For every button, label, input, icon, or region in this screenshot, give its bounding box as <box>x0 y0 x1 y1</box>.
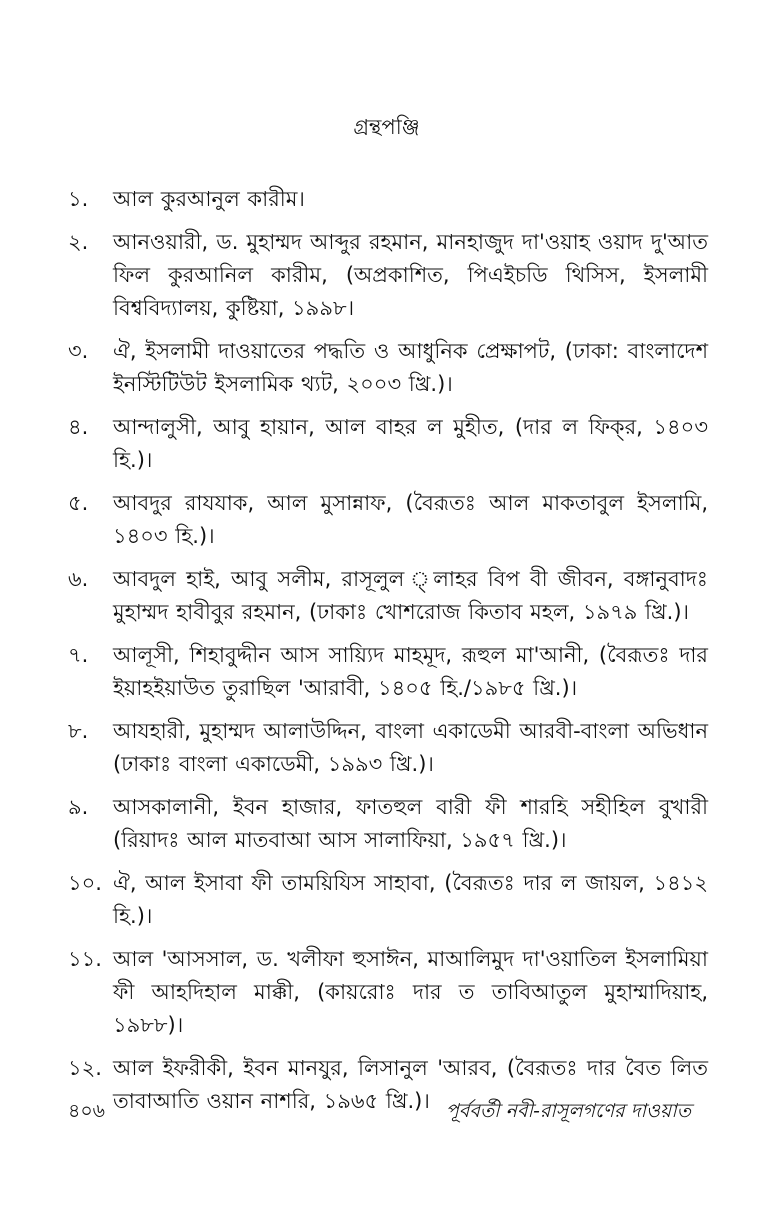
entry-text: আন্দালুসী, আবু হায়ান, আল বাহর ল মুহীত, (দার ল ফিক্‌র, ১৪০৩ হি.)। <box>113 415 708 472</box>
entry-number: ১. <box>68 187 89 211</box>
bibliography-entry <box>68 639 708 705</box>
bibliography-entry <box>68 411 708 477</box>
entry-text: আল কুরআনুল কারীম। <box>113 187 305 211</box>
entry-number: ৩. <box>68 339 89 363</box>
bibliography-entry <box>68 226 708 325</box>
entry-number: ৫. <box>68 491 89 515</box>
bibliography-entry <box>68 715 708 781</box>
entry-text: আযহারী, মুহাম্মদ আলাউদ্দিন, বাংলা একাডেমী আরবী-বাংলা অভিধান (ঢাকাঃ বাংলা একাডেমী, ১৯৯৩ খ্রি.)। <box>113 719 708 776</box>
entry-number: ১১. <box>68 947 102 971</box>
bibliography-list <box>68 183 708 1128</box>
entry-number: ৮. <box>68 719 89 743</box>
entry-text: ঐ, আল ইসাবা ফী তাময়িযিস সাহাবা, (বৈরূতঃ দার ল জায়ল, ১৪১২ হি.)। <box>113 871 708 928</box>
bibliography-entry <box>68 943 708 1042</box>
entry-text: আসকালানী, ইবন হাজার, ফাতহুল বারী ফী শারহি সহীহিল বুখারী (রিয়াদঃ আল মাতবাআ আস সালাফিয়া, ১৯৫৭ খ্রি.)। <box>113 795 708 852</box>
running-book-title: পূর্ববর্তী নবী-রাসূলগণের দাওয়াত <box>445 1100 691 1122</box>
bibliography-entry <box>68 563 708 629</box>
entry-number: ১০. <box>68 871 102 895</box>
bibliography-entry <box>68 487 708 553</box>
entry-text: আবদুর রাযযাক, আল মুসান্নাফ, (বৈরূতঃ আল মাকতাবুল ইসলামি, ১৪০৩ হি.)। <box>113 491 708 548</box>
entry-text: আলূসী, শিহাবুদ্দীন আস সায়্যিদ মাহমূদ, রূহুল মা'আনী, (বৈরূতঃ দার ইয়াহইয়াউত তুরাছিল 'আরাবী, ১৪০৫ হি./১৯৮৫ খ্রি.)। <box>113 643 708 700</box>
page-title: গ্রন্থপঞ্জি <box>353 115 420 139</box>
entry-number: ৭. <box>68 643 89 667</box>
entry-text: আবদুল হাই, আবু সলীম, রাসূলুল ্লাহর বিপ বী জীবন, বঙ্গানুবাদঃ মুহাম্মদ হাবীবুর রহমান, (ঢাকাঃ খোশরোজ কিতাব মহল, ১৯৭৯ খ্রি.)। <box>113 567 708 624</box>
bibliography-entry <box>68 867 708 933</box>
entry-text: আল ইফরীকী, ইবন মানযুর, লিসানুল 'আরব, (বৈরূতঃ দার বৈত লিত তাবাআতি ওয়ান নাশরি, ১৯৬৫ খ্রি.)। <box>113 1056 708 1113</box>
entry-text: আল 'আসসাল, ড. খলীফা হুসাঈন, মাআলিমুদ দা'ওয়াতিল ইসলামিয়া ফী আহদিহাল মাক্কী, (কায়রোঃ দার ত তাবিআতুল মুহাম্মাদিয়াহ, ১৯৮৮)। <box>113 947 708 1037</box>
bibliography-entry <box>68 183 708 216</box>
entry-text: ঐ, ইসলামী দাওয়াতের পদ্ধতি ও আধুনিক প্রেক্ষাপট, (ঢাকা: বাংলাদেশ ইনস্টিটিউট ইসলামিক থ্যট, ২০০৩ খ্রি.)। <box>113 339 708 396</box>
entry-text: আনওয়ারী, ড. মুহাম্মদ আব্দুর রহমান, মানহাজুদ দা'ওয়াহ ওয়াদ দু'আত ফিল কুরআনিল কারীম, (অপ্রকাশিত, পিএইচডি থিসিস, ইসলামী বিশ্ববিদ্যালয়, কুষ্টিয়া, ১৯৯৮। <box>113 230 708 320</box>
entry-number: ২. <box>68 230 89 254</box>
entry-number: ৯. <box>68 795 89 819</box>
entry-number: ৬. <box>68 567 89 591</box>
page-number: ৪০৬ <box>68 1100 106 1122</box>
entry-number: ৪. <box>68 415 89 439</box>
entry-number: ১২. <box>68 1056 102 1080</box>
bibliography-entry <box>68 335 708 401</box>
bibliography-entry <box>68 791 708 857</box>
